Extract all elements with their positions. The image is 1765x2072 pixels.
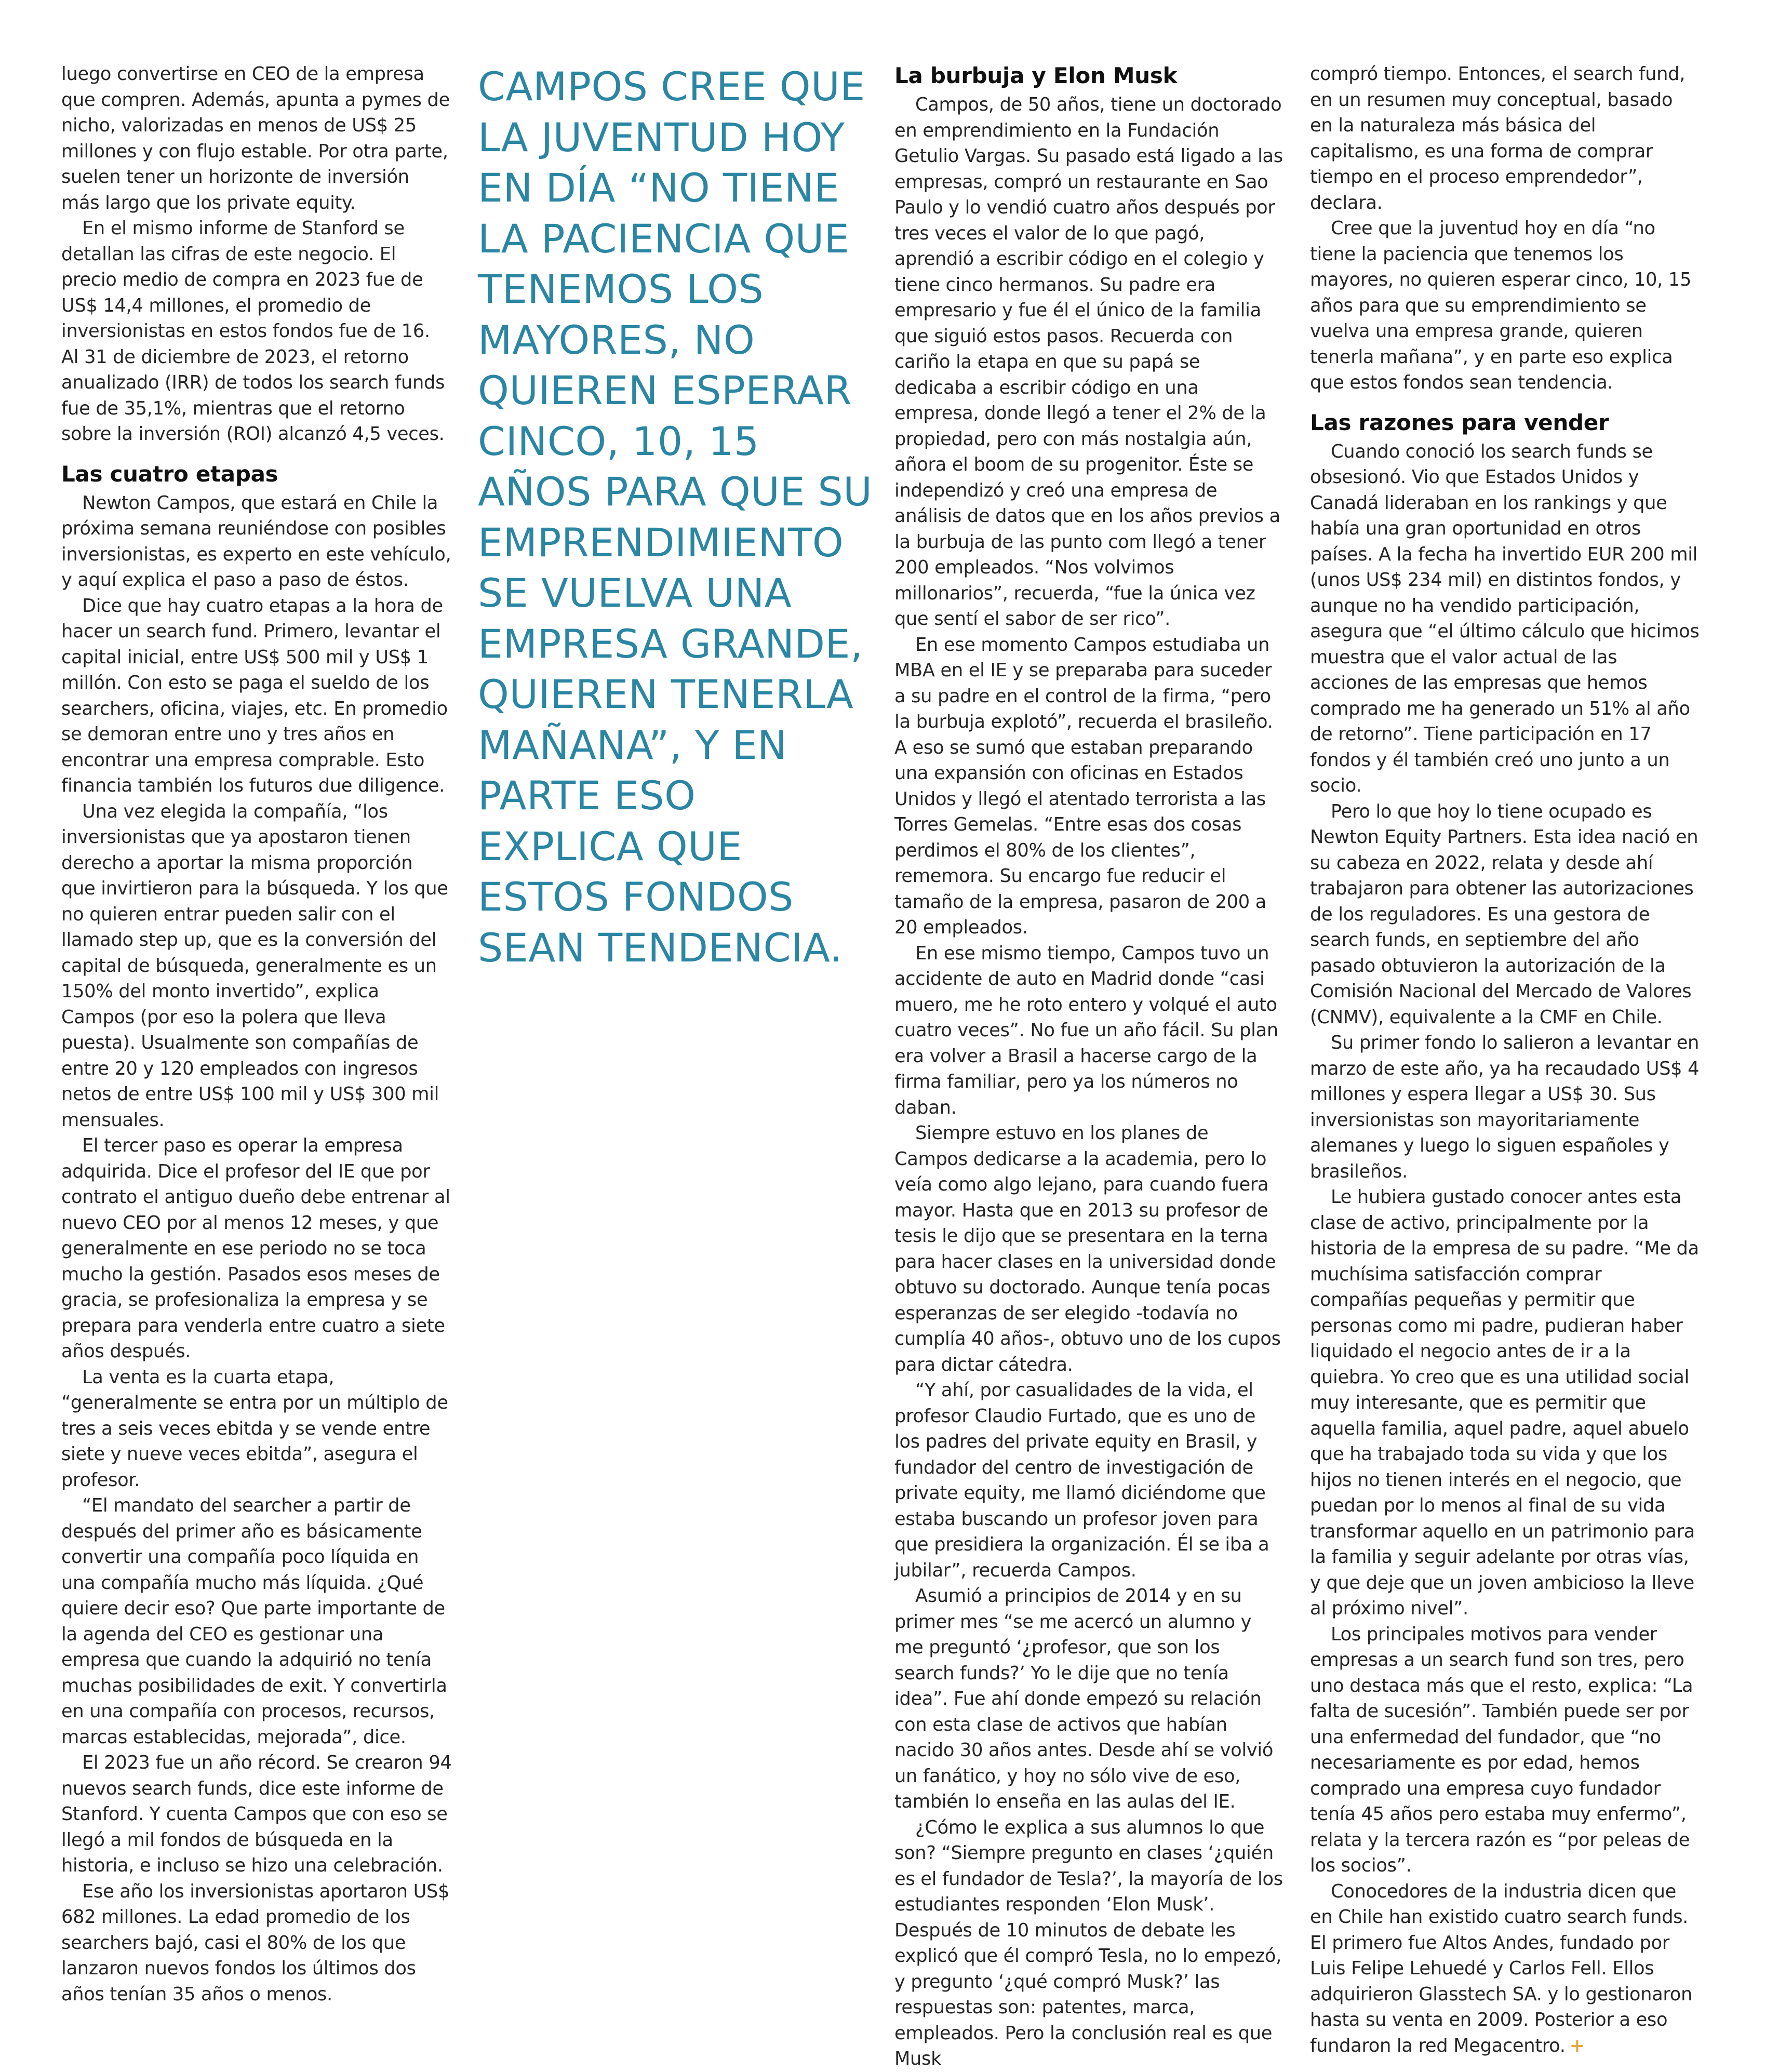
section-subheading: Las cuatro etapas <box>61 461 278 487</box>
article-column-1 <box>61 61 452 2007</box>
article-paragraph: compró tiempo. Entonces, el search fund, en un resumen muy conceptual, basado en la naturaleza más básica del capitalismo, es una forma de comprar tiempo en el proceso emprendedor”, declara. <box>1310 63 1686 213</box>
article-paragraph: Pero lo que hoy lo tiene ocupado es Newton Equity Partners. Esta idea nació en su cabeza en 2022, relata y desde ahí trabajaron para obtener las autorizaciones de los reguladores. Es una gestora de search funds, en septiembre del año pasado obtuvieron la autorización de la Comisión Nacional del Mercado de Valores (CNMV), equivalente a la CMF en Chile. <box>1310 800 1699 1028</box>
pull-quote: CAMPOS CREE QUE LA JUVENTUD HOY EN DÍA “NO TIENE LA PACIENCIA QUE TENEMOS LOS MAYORES, NO QUIEREN ESPERAR CINCO, 10, 15 AÑOS PARA QUE SU EMPRENDIMIENTO SE VUELVA UNA EMPRESA GRANDE, QUIEREN TENERLA MAÑANA”, Y EN PARTE ESO EXPLICA QUE ESTOS FONDOS SEAN TENDENCIA. <box>478 63 873 971</box>
article-paragraph: Cuando conoció los search funds se obsesionó. Vio que Estados Unidos y Canadá lideraban en los rankings y que había una gran oportunidad en otros países. A la fecha ha invertido EUR 200 mil (unos US$ 234 mil) en distintos fondos, y aunque no ha vendido participación, asegura que “el último cálculo que hicimos muestra que el valor actual de las acciones de las empresas que hemos comprado me ha generado un 51% al año de retorno”. Tiene participación en 17 fondos y él también creó uno junto a un socio. <box>1310 440 1700 796</box>
article-paragraph: luego convertirse en CEO de la empresa que compren. Además, apunta a pymes de nicho, valorizadas en menos de US$ 25 millones y con flujo estable. Por otra parte, suelen tener un horizonte de inversión más largo que los private equity. <box>61 63 450 213</box>
article-paragraph: “Y ahí, por casualidades de la vida, el profesor Claudio Furtado, que es uno de los padres del private equity en Brasil, y fundador del centro de investigación de private equity, me llamó diciéndome que estaba buscando un profesor joven para que presidiera la organización. Él se iba a jubilar”, recuerda Campos. <box>894 1380 1269 1581</box>
end-of-article-mark: + <box>1569 2035 1585 2056</box>
article-paragraph: El 2023 fue un año récord. Se crearon 94 nuevos search funds, dice este informe de Stanford. Y cuenta Campos que con eso se llegó a mil fondos de búsqueda en la historia, e incluso se hizo una celebración. <box>61 1752 452 1876</box>
article-paragraph: Siempre estuvo en los planes de Campos dedicarse a la academia, pero lo veía como algo lejano, para cuando fuera mayor. Hasta que en 2013 su profesor de tesis le dijo que se presentara en la terna para hacer clases en la universidad donde obtuvo su doctorado. Aunque tenía pocas esperanzas de ser elegido -todavía no cumplía 40 años-, obtuvo uno de los cupos para dictar cátedra. <box>894 1122 1281 1375</box>
article-paragraph: En ese mismo tiempo, Campos tuvo un accidente de auto en Madrid donde “casi muero, me he roto entero y volqué el auto cuatro veces”. No fue un año fácil. Su plan era volver a Brasil a hacerse cargo de la firma familiar, pero ya los números no daban. <box>894 942 1278 1118</box>
article-paragraph: Dice que hay cuatro etapas a la hora de hacer un search fund. Primero, levantar el capital inicial, entre US$ 500 mil y US$ 1 millón. Con esto se paga el sueldo de los searchers, oficina, viajes, etc. En promedio se demoran entre uno y tres años en encontrar una empresa comprable. Esto financia también los futuros due diligence. <box>61 595 448 796</box>
article-paragraph: Una vez elegida la compañía, “los inversionistas que ya apostaron tienen derecho a aportar la misma proporción que invirtieron para la búsqueda. Y los que no quieren entrar pueden salir con el llamado step up, que es la conversión del capital de búsqueda, generalmente es un 150% del monto invertido”, explica Campos (por eso la polera que lleva puesta). Usualmente son compañías de entre 20 y 120 empleados con ingresos netos de entre US$ 100 mil y US$ 300 mil mensuales. <box>61 800 448 1131</box>
article-paragraph: Los principales motivos para vender empresas a un search fund son tres, pero uno destaca más que el resto, explica: “La falta de sucesión”. También puede ser por una enfermedad del fundador, que “no necesariamente es por edad, hemos comprado una empresa cuyo fundador tenía 45 años pero estaba muy enfermo”, relata y la tercera razón es “por peleas de los socios”. <box>1310 1623 1693 1876</box>
article-paragraph: Cree que la juventud hoy en día “no tiene la paciencia que tenemos los mayores, no quieren esperar cinco, 10, 15 años para que su emprendimiento se vuelva una empresa grande, quieren tenerla mañana”, y en parte eso explica que estos fondos sean tendencia. <box>1310 218 1692 393</box>
article-paragraph: Su primer fondo lo salieron a levantar en marzo de este año, ya ha recaudado US$ 4 millones y espera llegar a US$ 30. Sus inversionistas son mayoritariamente alemanes y luego lo siguen españoles y brasileños. <box>1310 1032 1700 1182</box>
article-paragraph: Le hubiera gustado conocer antes esta clase de activo, principalmente por la historia de la empresa de su padre. “Me da muchísima satisfacción comprar compañías pequeñas y permitir que personas como mi padre, pudieran haber liquidado el negocio antes de ir a la quiebra. Yo creo que es una utilidad social muy interesante, que es permitir que aquella familia, aquel padre, aquel abuelo que ha trabajado toda su vida y que los hijos no tienen interés en el negocio, que puedan por lo menos al final de su vida transformar aquello en un patrimonio para la familia y seguir adelante por otras vías, y que deje que un joven ambicioso la lleve al próximo nivel”. <box>1310 1186 1699 1619</box>
section-subheading: Las razones para vender <box>1310 409 1609 435</box>
article-column-3 <box>894 61 1285 2072</box>
article-paragraph: Ese año los inversionistas aportaron US$ 682 millones. La edad promedio de los searchers bajó, casi el 80% de los que lanzaron nuevos fondos los últimos dos años tenían 35 años o menos. <box>61 1880 450 2005</box>
article-paragraph: La venta es la cuarta etapa, “generalmente se entra por un múltiplo de tres a seis veces ebitda y se vende entre siete y nueve veces ebitda”, asegura el profesor. <box>61 1366 448 1491</box>
article-paragraph: Newton Campos, que estará en Chile la próxima semana reuniéndose con posibles inversionistas, es experto en este vehículo, y aquí explica el paso a paso de éstos. <box>61 492 451 591</box>
article-paragraph: En el mismo informe de Stanford se detallan las cifras de este negocio. El precio medio de compra en 2023 fue de US$ 14,4 millones, el promedio de inversionistas en estos fondos fue de 16. Al 31 de diciembre de 2023, el retorno anualizado (IRR) de todos los search funds fue de 35,1%, mientras que el retorno sobre la inversión (ROI) alcanzó 4,5 veces. <box>61 218 445 445</box>
article-paragraph: “El mandato del searcher a partir de después del primer año es básicamente convertir una compañía poco líquida en una compañía mucho más líquida. ¿Qué quiere decir eso? Que parte importante de la agenda del CEO es gestionar una empresa que cuando la adquirió no tenía muchas posibilidades de exit. Y convertirla en una compañía con procesos, recursos, marcas establecidas, mejorada”, dice. <box>61 1495 447 1748</box>
article-paragraph: Asumió a principios de 2014 y en su primer mes “se me acercó un alumno y me preguntó ‘¿profesor, que son los search funds?’ Yo le dije que no tenía idea”. Fue ahí donde empezó su relación con esta clase de activos que habían nacido 30 años antes. Desde ahí se volvió un fanático, y hoy no sólo vive de eso, también lo enseña en las aulas del IE. <box>894 1585 1274 1812</box>
article-paragraph: Conocedores de la industria dicen que en Chile han existido cuatro search funds. El primero fue Altos Andes, fundado por Luis Felipe Lehuedé y Carlos Fell. Ellos adquirieron Glasstech SA. y lo gestionaron hasta su venta en 2009. Posterior a eso fundaron la red Megacentro. + <box>1310 1880 1692 2056</box>
article-column-4 <box>1310 61 1701 2058</box>
article-paragraph: El tercer paso es operar la empresa adquirida. Dice el profesor del IE que por contrato el antiguo dueño debe entrenar al nuevo CEO por al menos 12 meses, y que generalmente en ese periodo no se toca mucho la gestión. Pasados esos meses de gracia, se profesionaliza la empresa y se prepara para venderla entre cuatro a siete años después. <box>61 1135 450 1362</box>
article-paragraph: Campos, de 50 años, tiene un doctorado en emprendimiento en la Fundación Getulio Vargas. Su pasado está ligado a las empresas, compró un restaurante en Sao Paulo y lo vendió cuatro años después por tres veces el valor de lo que pagó, aprendió a escribir código en el colegio y tiene cinco hermanos. Su padre era empresario y fue él el único de la familia que siguió estos pasos. Recuerda con cariño la etapa en que su papá se dedicaba a escribir código en una empresa, donde llegó a tener el 2% de la propiedad, pero con más nostalgia aún, añora el boom de su progenitor. Éste se independizó y creó una empresa de análisis de datos que en los años previos a la burbuja de las punto com llegó a tener 200 empleados. “Nos volvimos millonarios”, recuerda, “fue la única vez que sentí el sabor de ser rico”. <box>894 94 1283 630</box>
pullquote-column <box>478 61 873 973</box>
section-subheading: La burbuja y Elon Musk <box>894 63 1178 88</box>
article-paragraph: ¿Cómo le explica a sus alumnos lo que son? “Siempre pregunto en clases ‘¿quién es el fundador de Tesla?’, la mayoría de los estudiantes responden ‘Elon Musk’. Después de 10 minutos de debate les explicó que él compró Tesla, no lo empezó, y pregunto ‘¿qué compró Musk?’ las respuestas son: patentes, marca, empleados. Pero la conclusión real es que Musk <box>894 1816 1283 2069</box>
article-paragraph: En ese momento Campos estudiaba un MBA en el IE y se preparaba para suceder a su padre en el control de la firma, “pero la burbuja explotó”, recuerda el brasileño. A eso se sumó que estaban preparando una expansión con oficinas en Estados Unidos y llegó el atentado terrorista a las Torres Gemelas. “Entre esas dos cosas perdimos el 80% de los clientes”, rememora. Su encargo fue reducir el tamaño de la empresa, pasaron de 200 a 20 empleados. <box>894 634 1273 938</box>
